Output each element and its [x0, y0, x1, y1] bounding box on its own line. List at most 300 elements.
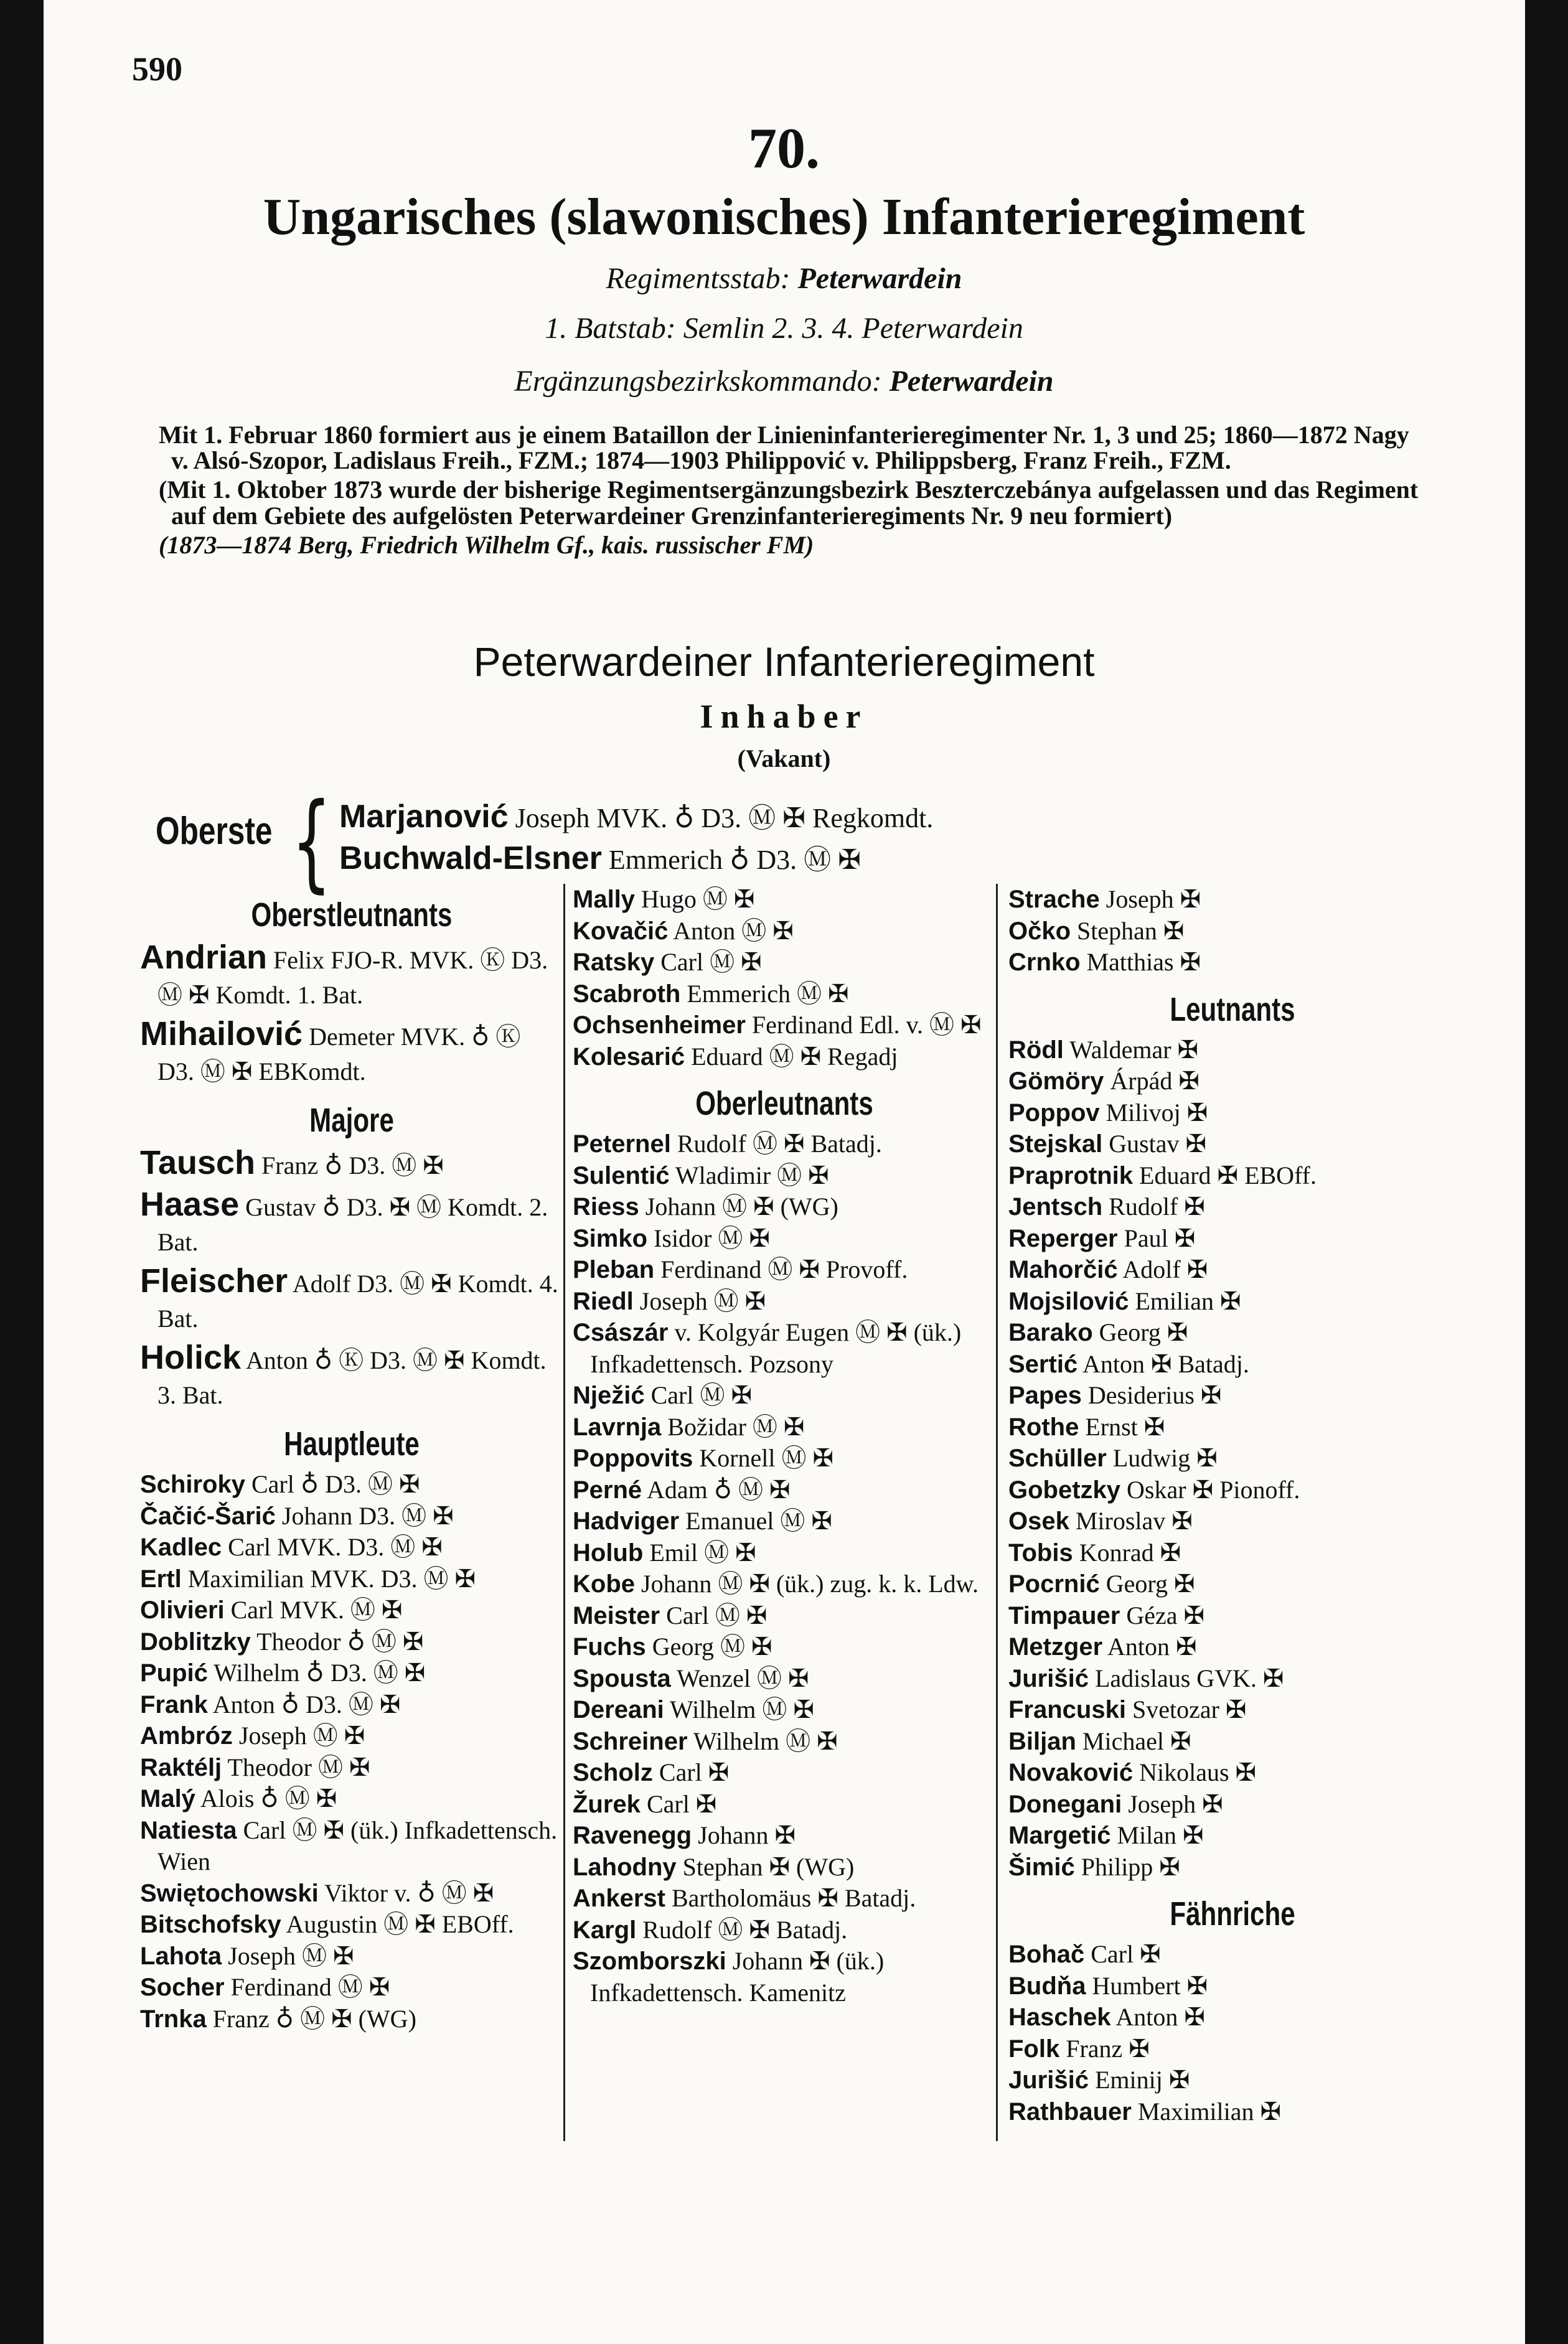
roster-entry [573, 916, 996, 947]
history-paragraph: Mit 1. Februar 1860 formiert aus je einem Bataillon der Linieninfanterieregimenter Nr. 1, 3 und 25; 1860—1872 Nagy v. Alsó-Szopor, Ladislaus Freih., FZM.; 1874—1903 Philippović v. Philippsberg, Franz Freih., FZM. [159, 421, 1409, 475]
oberst-details: Joseph MVK. ♁ D3. Ⓜ ✠ Regkomdt. [515, 803, 934, 833]
entry-name: Haschek [1008, 2004, 1111, 2031]
entry-name: Biljan [1008, 1727, 1076, 1755]
entry-name: Fuchs [573, 1633, 646, 1661]
entry-name: Folk [1008, 2035, 1060, 2063]
roster-entry [140, 1909, 563, 1941]
entry-name: Raktélj [140, 1753, 222, 1781]
roster-entry [140, 940, 563, 1013]
section-heading: Majore [309, 1102, 394, 1139]
entry-name: Reperger [1008, 1224, 1118, 1252]
entry-name: Čačić-Šarić [140, 1502, 276, 1530]
staff-value: Peterwardein [797, 262, 962, 295]
roster-entry [1008, 1097, 1457, 1129]
entry-details: Carl Ⓜ ✠ [660, 948, 762, 976]
entry-details: Nikolaus ✠ [1139, 1758, 1257, 1786]
roster-entry [140, 1878, 563, 1910]
roster-entry [1008, 1663, 1457, 1695]
entry-details: Joseph ✠ [1128, 1789, 1223, 1818]
roster-entry [140, 1187, 563, 1260]
entry-name: Pleban [573, 1256, 655, 1283]
entry-name: Simko [573, 1224, 648, 1252]
roster-entry [1008, 1568, 1457, 1600]
entry-name: Kadlec [140, 1534, 222, 1561]
entry-name: Sulentić [573, 1161, 670, 1189]
entry-details: Johann D3. Ⓜ ✠ [281, 1501, 454, 1530]
entry-details: Wladimir Ⓜ ✠ [675, 1161, 829, 1189]
roster-entry [573, 1223, 996, 1255]
roster-entry [573, 1412, 996, 1443]
entry-name: Natiesta [140, 1816, 237, 1844]
entry-name: Mahorčić [1008, 1256, 1118, 1283]
roster-entry [140, 1469, 563, 1501]
entry-details: Carl Ⓜ ✠ [650, 1381, 752, 1409]
entry-name: Dereani [573, 1696, 664, 1723]
inhaber-label: Inhaber [700, 698, 868, 735]
page-title: Ungarisches (slawonisches) Infanterieregiment [263, 188, 1305, 246]
entry-details: Carl MVK. D3. Ⓜ ✠ [228, 1533, 443, 1561]
entry-details: Carl ♁ D3. Ⓜ ✠ [251, 1470, 420, 1498]
entry-details: Georg Ⓜ ✠ [652, 1633, 772, 1661]
entry-name: Ankerst [573, 1885, 665, 1912]
entry-name: Strache [1008, 886, 1100, 913]
entry-details: Rudolf ✠ [1109, 1193, 1205, 1221]
oberst-details: Emmerich ♁ D3. Ⓜ ✠ [608, 845, 861, 875]
entry-name: Gobetzky [1008, 1476, 1121, 1504]
roster-entry [573, 1474, 996, 1506]
entry-name: Tobis [1008, 1539, 1073, 1567]
roster-entry [573, 1443, 996, 1474]
roster-entry [1008, 947, 1457, 978]
roster-entry [140, 2004, 563, 2035]
entry-details: Milivoj ✠ [1106, 1098, 1208, 1127]
entry-details: Anton ✠ [1107, 1633, 1197, 1661]
roster-entry [573, 1883, 996, 1915]
entry-details: Emmerich Ⓜ ✠ [687, 979, 849, 1008]
entry-details: Joseph Ⓜ ✠ [228, 1941, 354, 1970]
entry-details: Joseph ✠ [1106, 885, 1201, 913]
roster-entry [140, 1263, 563, 1336]
entry-details: Alois ♁ Ⓜ ✠ [200, 1784, 337, 1812]
roster-entry [573, 1663, 996, 1695]
roster-entry [573, 1537, 996, 1569]
entry-details: Stephan ✠ (WG) [682, 1852, 855, 1881]
entry-name: Kovačić [573, 917, 669, 945]
entry-details: Paul ✠ [1124, 1224, 1196, 1252]
entry-name: Olivieri [140, 1596, 225, 1624]
entry-name: Pocrnić [1008, 1570, 1100, 1598]
roster-entry [1008, 1631, 1457, 1663]
roster-entry [573, 1010, 996, 1041]
entry-details: Adolf D3. Ⓜ ✠ Komdt. 4. Bat. [157, 1270, 558, 1333]
roster-entry [573, 1915, 996, 1946]
staff-line [0, 261, 1568, 296]
entry-details: Johann ✠ [698, 1821, 796, 1849]
roster-entry [1008, 1254, 1457, 1286]
entry-details: Viktor v. ♁ Ⓜ ✠ [324, 1878, 494, 1907]
entry-name: Perné [573, 1476, 642, 1504]
roster-entry [573, 1317, 996, 1380]
entry-details: Ferdinand Ⓜ ✠ [230, 1973, 390, 2001]
entry-details: Wenzel Ⓜ ✠ [677, 1664, 809, 1692]
entry-details: Anton ♁ Ⓚ D3. Ⓜ ✠ Komdt. 3. Bat. [157, 1346, 547, 1409]
roster-entry [573, 1694, 996, 1726]
entry-details: Carl ✠ [1091, 1940, 1161, 1968]
roster-entry [140, 1340, 563, 1413]
entry-details: Kornell Ⓜ ✠ [699, 1444, 834, 1472]
entry-details: Bartholomäus ✠ Batadj. [671, 1884, 916, 1912]
entry-name: Ambróz [140, 1722, 233, 1750]
entry-name: Rödl [1008, 1036, 1064, 1064]
roster-entry [140, 1501, 563, 1532]
roster-entry [1008, 1034, 1457, 1066]
roster-entry [1008, 1971, 1457, 2002]
entry-name: Gömöry [1008, 1067, 1104, 1095]
roster-entry [1008, 1412, 1457, 1443]
entry-details: Ferdinand Edl. v. Ⓜ ✠ [751, 1011, 982, 1039]
roster-entry [1008, 1317, 1457, 1349]
entry-details: Franz ♁ Ⓜ ✠ (WG) [212, 2004, 416, 2033]
entry-name: Žurek [573, 1790, 641, 1818]
roster-entry [1008, 1286, 1457, 1318]
entry-name: Mojsilović [1008, 1287, 1129, 1315]
roster-entry [573, 978, 996, 1010]
entry-details: Rudolf Ⓜ ✠ Batadj. [642, 1915, 848, 1944]
entry-details: Eminij ✠ [1094, 2066, 1190, 2094]
entry-name: Crnko [1008, 949, 1081, 976]
entry-name: Trnka [140, 2005, 207, 2033]
entry-details: Anton ♁ D3. Ⓜ ✠ [212, 1690, 401, 1718]
roster-entry [1008, 1726, 1457, 1758]
entry-name: Kolesarić [573, 1043, 685, 1071]
oberst-entry [339, 795, 933, 835]
roster-entry [573, 1568, 996, 1600]
entry-name: Novaković [1008, 1759, 1134, 1786]
entry-name: Mally [573, 886, 636, 913]
entry-name: Donegani [1008, 1790, 1122, 1818]
entry-name: Poppovits [573, 1445, 693, 1472]
roster-entry [140, 1145, 563, 1183]
roster-entry [1008, 1600, 1457, 1632]
entry-name: Francuski [1008, 1696, 1126, 1723]
roster-entry [573, 1631, 996, 1663]
roster-entry [573, 1600, 996, 1632]
inhaber-value: (Vakant) [737, 744, 831, 772]
entry-details: Theodor ♁ Ⓜ ✠ [256, 1627, 424, 1656]
entry-details: Géza ✠ [1126, 1601, 1204, 1629]
entry-name: Hadviger [573, 1507, 680, 1535]
scan-border-left [0, 0, 44, 2344]
entry-name: Scholz [573, 1759, 653, 1786]
entry-name: Osek [1008, 1507, 1069, 1535]
entry-details: Adam ♁ Ⓜ ✠ [646, 1475, 791, 1504]
roster-entry [1008, 1537, 1457, 1569]
entry-name: Pupić [140, 1659, 208, 1687]
section-heading: Hauptleute [284, 1425, 420, 1463]
roster-entry [140, 1941, 563, 1972]
roster-entry [1008, 916, 1457, 947]
entry-details: Árpád ✠ [1110, 1067, 1199, 1095]
entry-name: Bitschofsky [140, 1911, 281, 1938]
section-heading: Oberleutnants [695, 1085, 873, 1122]
column-divider [563, 884, 565, 2141]
roster-entry [1008, 1789, 1457, 1821]
roster-entry [1008, 1380, 1457, 1412]
roster-entry [1008, 2033, 1457, 2065]
batstab-line: 1. Batstab: Semlin 2. 3. 4. Peterwardein [545, 312, 1023, 345]
roster-entry [573, 1506, 996, 1537]
column-divider [996, 884, 998, 2141]
entry-details: Wilhelm ♁ D3. Ⓜ ✠ [214, 1659, 426, 1687]
roster-entry [573, 1254, 996, 1286]
roster-entry [1008, 1694, 1457, 1726]
entry-name: Ravenegg [573, 1822, 692, 1849]
roster-column-3 [1008, 884, 1457, 2127]
entry-name: Papes [1008, 1382, 1082, 1409]
entry-details: Ferdinand Ⓜ ✠ Provoff. [660, 1255, 908, 1283]
roster-entry [140, 1689, 563, 1721]
entry-details: Carl Ⓜ ✠ (ük.) Infkadettensch. Wien [157, 1816, 558, 1875]
roster-entry [573, 947, 996, 978]
roster-entry [573, 1286, 996, 1318]
entry-name: Praprotnik [1008, 1161, 1134, 1189]
entry-details: Isidor Ⓜ ✠ [654, 1224, 770, 1252]
entry-details: Eduard Ⓜ ✠ Regadj [691, 1042, 898, 1071]
roster-entry [1008, 1852, 1457, 1883]
roster-entry [573, 1128, 996, 1160]
entry-name: Jurišić [1008, 1664, 1089, 1692]
entry-name: Ochsenheimer [573, 1011, 746, 1039]
entry-name: Riedl [573, 1287, 634, 1315]
entry-name: Tausch [140, 1144, 256, 1181]
entry-details: Augustin Ⓜ ✠ EBOff. [286, 1910, 514, 1938]
section-heading: Fähnriche [1170, 1895, 1295, 1933]
roster-entry [573, 1789, 996, 1821]
roster-entry [573, 1380, 996, 1412]
entry-name: Rothe [1008, 1413, 1079, 1441]
entry-details: Humbert ✠ [1092, 1971, 1208, 2000]
roster-entry [140, 1595, 563, 1626]
entry-details: Desiderius ✠ [1087, 1381, 1222, 1409]
roster-entry [1008, 2065, 1457, 2096]
entry-details: Emanuel Ⓜ ✠ [685, 1507, 832, 1535]
entry-name: Holub [573, 1539, 644, 1567]
entry-details: Wilhelm Ⓜ ✠ [670, 1695, 814, 1723]
entry-details: Stephan ✠ [1077, 916, 1185, 945]
roster-entry [140, 1532, 563, 1563]
entry-name: Barako [1008, 1319, 1093, 1346]
entry-name: Malý [140, 1785, 195, 1812]
entry-details: Gustav ✠ [1109, 1130, 1207, 1158]
entry-name: Doblitzky [140, 1628, 251, 1656]
roster-entry [573, 884, 996, 916]
entry-details: Ludwig ✠ [1112, 1444, 1218, 1472]
entry-name: Schreiner [573, 1727, 688, 1755]
roster-entry [573, 1160, 996, 1192]
kommando-line [0, 364, 1568, 398]
entry-details: Matthias ✠ [1086, 948, 1201, 976]
roster-entry [573, 1946, 996, 2009]
roster-entry [573, 1191, 996, 1223]
entry-details: Franz ✠ [1066, 2034, 1150, 2063]
entry-details: Emilian ✠ [1135, 1287, 1241, 1315]
entry-name: Stejskal [1008, 1130, 1103, 1158]
oberste-label: Oberste [156, 810, 273, 853]
roster-entry [573, 1757, 996, 1789]
entry-name: Ertl [140, 1565, 182, 1593]
entry-name: Schiroky [140, 1471, 245, 1498]
entry-details: Carl ✠ [659, 1758, 730, 1786]
entry-name: Ratsky [573, 949, 655, 976]
section-heading: Oberstleutnants [251, 896, 453, 934]
entry-details: Carl MVK. Ⓜ ✠ [230, 1596, 403, 1624]
entry-details: Wilhelm Ⓜ ✠ [693, 1727, 838, 1755]
roster-entry [1008, 1223, 1457, 1255]
roster-entry [140, 1657, 563, 1689]
entry-name: Frank [140, 1690, 208, 1718]
entry-details: Anton ✠ Batadj. [1082, 1349, 1249, 1378]
roster-entry [1008, 884, 1457, 916]
roster-entry [140, 1563, 563, 1595]
entry-name: Jurišić [1008, 2066, 1089, 2094]
entry-name: Szomborszki [573, 1948, 726, 1975]
staff-label: Regimentsstab: [606, 262, 791, 295]
entry-name: Jentsch [1008, 1193, 1103, 1221]
entry-name: Budňa [1008, 1972, 1086, 2000]
entry-name: Haase [140, 1186, 240, 1223]
entry-details: Georg ✠ [1106, 1570, 1195, 1598]
entry-details: Svetozar ✠ [1132, 1695, 1247, 1723]
entry-name: Sertić [1008, 1350, 1078, 1378]
history-paragraph: (1873—1874 Berg, Friedrich Wilhelm Gf., kais. russischer FM) [159, 530, 814, 559]
entry-details: Joseph Ⓜ ✠ [238, 1722, 365, 1750]
entry-details: Carl ✠ [646, 1789, 717, 1818]
entry-details: Johann Ⓜ ✠ (ük.) zug. k. k. Ldw. [641, 1570, 979, 1598]
entry-details: Oskar ✠ Pionoff. [1127, 1475, 1300, 1504]
entry-name: Metzger [1008, 1633, 1103, 1661]
entry-name: Holick [140, 1339, 242, 1376]
entry-name: Rathbauer [1008, 2098, 1132, 2126]
entry-details: Maximilian MVK. D3. Ⓜ ✠ [187, 1564, 476, 1593]
roster-entry [1008, 1820, 1457, 1852]
scan-border-right [1525, 0, 1568, 2344]
oberst-name: Buchwald-Elsner [339, 840, 602, 876]
roster-entry [573, 1726, 996, 1758]
roster-entry [140, 1752, 563, 1784]
regiment-number: 70. [748, 116, 820, 180]
entry-details: Adolf ✠ [1122, 1255, 1208, 1283]
entry-details: Gustav ♁ D3. ✠ Ⓜ Komdt. 2. Bat. [157, 1193, 548, 1256]
entry-name: Scabroth [573, 980, 681, 1008]
roster-entry [140, 1626, 563, 1658]
entry-details: Emil Ⓜ ✠ [649, 1538, 756, 1567]
entry-details: Božidar Ⓜ ✠ [667, 1412, 805, 1441]
entry-details: Michael ✠ [1082, 1727, 1191, 1755]
entry-name: Mihailović [140, 1015, 303, 1052]
entry-name: Peternel [573, 1130, 671, 1158]
entry-details: Theodor Ⓜ ✠ [227, 1753, 370, 1781]
roster-entry [573, 1852, 996, 1883]
entry-name: Schüller [1008, 1445, 1107, 1472]
entry-name: Meister [573, 1601, 660, 1629]
entry-details: Ladislaus GVK. ✠ [1094, 1664, 1284, 1692]
roster-entry [140, 1972, 563, 2004]
entry-details: Milan ✠ [1117, 1821, 1204, 1849]
roster-entry [1008, 2096, 1457, 2128]
roster-column-2 [573, 884, 996, 2009]
entry-name: Fleischer [140, 1262, 288, 1300]
roster-entry [1008, 1066, 1457, 1097]
roster-entry [1008, 1160, 1457, 1192]
entry-name: Bohač [1008, 1941, 1085, 1968]
roster-entry [1008, 1349, 1457, 1381]
entry-details: Carl Ⓜ ✠ [666, 1601, 768, 1629]
entry-details: Anton ✠ [1115, 2003, 1205, 2031]
entry-name: Kargl [573, 1916, 637, 1944]
entry-name: Timpauer [1008, 1601, 1120, 1629]
entry-details: Hugo Ⓜ ✠ [641, 885, 755, 913]
entry-name: Margetić [1008, 1822, 1111, 1849]
entry-name: Kobe [573, 1570, 635, 1598]
roster-entry [140, 1016, 563, 1089]
section-heading: Leutnants [1170, 990, 1295, 1028]
roster-entry [1008, 1757, 1457, 1789]
roster-entry [140, 1783, 563, 1815]
entry-details: Konrad ✠ [1079, 1538, 1181, 1567]
roster-entry [1008, 1939, 1457, 1971]
entry-name: Šimić [1008, 1853, 1075, 1881]
entry-details: Miroslav ✠ [1075, 1507, 1193, 1535]
roster-entry [1008, 1128, 1457, 1160]
roster-entry [1008, 1474, 1457, 1506]
entry-details: v. Kolgyár Eugen Ⓜ ✠ (ük.) Infkadettensch. Pozsony [590, 1318, 962, 1378]
entry-details: Johann ✠ (ük.) Infkadettensch. Kamenitz [590, 1947, 885, 2007]
entry-details: Felix FJO-R. MVK. Ⓚ D3. Ⓜ ✠ Komdt. 1. Bat. [157, 946, 548, 1009]
roster-entry [573, 1041, 996, 1073]
regiment-name: Peterwardeiner Infanterieregiment [473, 639, 1095, 685]
entry-name: Swiętochowski [140, 1879, 319, 1907]
entry-details: Anton Ⓜ ✠ [673, 916, 794, 945]
entry-details: Eduard ✠ EBOff. [1139, 1161, 1317, 1189]
entry-details: Joseph Ⓜ ✠ [639, 1287, 766, 1315]
page-number: 590 [132, 50, 182, 88]
oberst-name: Marjanović [339, 799, 509, 835]
kommando-label: Ergänzungsbezirkskommando: [514, 365, 882, 398]
entry-name: Spousta [573, 1664, 671, 1692]
roster-entry [1008, 2002, 1457, 2033]
entry-name: Lahodny [573, 1853, 677, 1881]
entry-name: Socher [140, 1974, 225, 2001]
entry-details: Philipp ✠ [1081, 1852, 1180, 1881]
entry-details: Franz ♁ D3. Ⓜ ✠ [261, 1151, 444, 1179]
kommando-value: Peterwardein [889, 365, 1054, 398]
entry-details: Maximilian ✠ [1137, 2097, 1281, 2126]
entry-name: Császár [573, 1319, 669, 1346]
history-block [159, 422, 1422, 561]
entry-name: Riess [573, 1193, 639, 1221]
entry-details: Rudolf Ⓜ ✠ Batadj. [677, 1130, 882, 1158]
entry-details: Waldemar ✠ [1069, 1035, 1199, 1064]
roster-column-1 [140, 884, 563, 2035]
roster-entry [1008, 1443, 1457, 1474]
roster-entry [1008, 1191, 1457, 1223]
brace-symbol: { [291, 781, 332, 904]
entry-details: Johann Ⓜ ✠ (WG) [645, 1193, 838, 1221]
entry-details: Georg ✠ [1099, 1318, 1188, 1346]
roster-entry [140, 1720, 563, 1752]
roster-entry [140, 1815, 563, 1878]
history-paragraph: (Mit 1. Oktober 1873 wurde der bisherige Regimentsergänzungsbezirk Beszterczebánya aufgelassen und das Regiment auf dem Gebiete des aufgelösten Peterwardeiner Grenzinfanterieregiments Nr. 9 neu formiert) [159, 476, 1419, 530]
